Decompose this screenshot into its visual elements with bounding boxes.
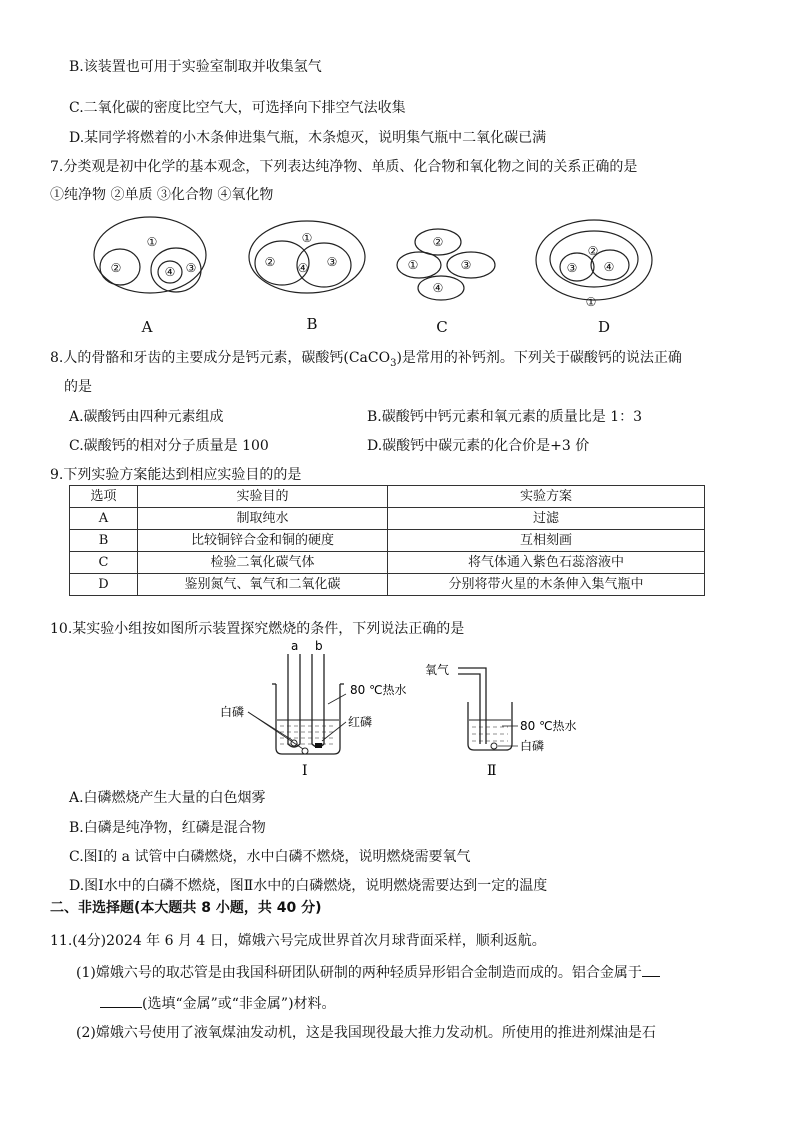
table-cell: 将气体通入紫色石蕊溶液中 <box>388 552 705 574</box>
q7-venn-diagrams <box>0 215 794 340</box>
q8-option-a: A.碳酸钙由四种元素组成 <box>69 409 224 425</box>
table-header: 实验目的 <box>138 486 388 508</box>
q10-option-a: A.白磷燃烧产生大量的白色烟雾 <box>69 790 266 806</box>
q10-option-b: B.白磷是纯净物，红磷是混合物 <box>69 820 266 836</box>
table-cell: A <box>70 508 138 530</box>
q6-option-b: B.该装置也可用于实验室制取并收集氢气 <box>69 59 322 75</box>
table-cell: 检验二氧化碳气体 <box>138 552 388 574</box>
q8-stem-line2: 的是 <box>64 379 92 395</box>
q11-stem: 11.(4分)2024 年 6 月 4 日，嫦娥六号完成世界首次月球背面采样，顺利返航。 <box>50 933 546 949</box>
venn-b-label-3: ③ <box>326 255 338 269</box>
venn-a-outer <box>94 217 206 293</box>
q10-apparatus-figure <box>210 640 590 780</box>
white-phosphorus-2 <box>491 743 497 749</box>
q8-option-b: B.碳酸钙中钙元素和氧元素的质量比是 1：3 <box>367 409 643 425</box>
venn-a-label-3: ③ <box>185 261 197 275</box>
label-b: b <box>315 640 323 653</box>
venn-d-label-2: ② <box>587 244 599 258</box>
q11-part2-line1: (2)嫦娥六号使用了液氧煤油发动机，这是我国现役最大推力发动机。所使用的推进剂煤油是石 <box>76 1025 656 1041</box>
label-hot-water-1: 80 ℃热水 <box>350 683 407 697</box>
answer-blank[interactable] <box>100 993 142 1008</box>
table-row <box>70 552 705 574</box>
label-white-phosphorus-1: 白磷 <box>220 705 245 719</box>
table-cell: B <box>70 530 138 552</box>
beaker-1 <box>276 684 340 754</box>
q10-stem: 10.某实验小组按如图所示装置探究燃烧的条件，下列说法正确的是 <box>50 621 465 637</box>
q11-part1-line2: (选填“金属”或“非金属”)材料。 <box>100 993 336 1013</box>
table-row <box>70 530 705 552</box>
label-figure-2: Ⅱ <box>487 763 497 779</box>
venn-d-label-1: ① <box>585 295 597 309</box>
section-2-title: 二、非选择题(本大题共 8 小题，共 40 分) <box>50 900 322 916</box>
venn-d-outer <box>536 220 652 300</box>
venn-a-label-4: ④ <box>164 265 176 279</box>
label-a: a <box>291 640 299 653</box>
q8-option-c: C.碳酸钙的相对分子质量是 100 <box>69 438 269 454</box>
venn-b-label-2: ② <box>264 255 276 269</box>
red-phosphorus <box>315 743 322 748</box>
q8-option-d: D.碳酸钙中碳元素的化合价是+3 价 <box>367 438 590 454</box>
q8-stem: 8.人的骨骼和牙齿的主要成分是钙元素，碳酸钙(CaCO$_3$)是常用的补钙剂。下列关于碳酸钙的说法正确 <box>50 350 682 369</box>
table-row <box>70 574 705 596</box>
label-oxygen: 氧气 <box>425 663 450 677</box>
q9-table <box>69 485 705 596</box>
table-cell: D <box>70 574 138 596</box>
venn-c-label-3: ③ <box>460 258 472 272</box>
table-cell: 鉴别氮气、氧气和二氧化碳 <box>138 574 388 596</box>
table-cell: C <box>70 552 138 574</box>
test-tube-b <box>312 654 324 747</box>
q10-option-d: D.图Ⅰ水中的白磷不燃烧，图Ⅱ水中的白磷燃烧，说明燃烧需要达到一定的温度 <box>69 878 548 894</box>
label-figure-1: Ⅰ <box>302 763 308 779</box>
q7-items: ①纯净物 ②单质 ③化合物 ④氧化物 <box>50 187 274 203</box>
venn-d-label-3: ③ <box>566 261 578 275</box>
venn-d-label-4: ④ <box>603 260 615 274</box>
table-header-row <box>70 486 705 508</box>
venn-a-label-2: ② <box>110 261 122 275</box>
oxygen-tube <box>458 668 486 744</box>
q10-option-c: C.图Ⅰ的 a 试管中白磷燃烧，水中白磷不燃烧，说明燃烧需要氧气 <box>69 849 471 865</box>
q9-stem: 9.下列实验方案能达到相应实验目的的是 <box>50 467 302 483</box>
venn-c-label-4: ④ <box>432 281 444 295</box>
venn-c-label-1: ① <box>407 258 419 272</box>
table-header: 选项 <box>70 486 138 508</box>
answer-blank[interactable] <box>642 962 660 977</box>
venn-option-d: D <box>597 318 611 336</box>
table-cell: 过滤 <box>388 508 705 530</box>
venn-c-label-2: ② <box>432 235 444 249</box>
venn-b-label-4: ④ <box>297 261 309 275</box>
q11-part1-line1: (1)嫦娥六号的取芯管是由我国科研团队研制的两种轻质异形铝合金制造而成的。铝合金属于 <box>76 962 660 982</box>
table-cell: 互相刻画 <box>388 530 705 552</box>
venn-c-left <box>397 252 441 278</box>
label-red-phosphorus: 红磷 <box>348 715 373 729</box>
table-cell: 制取纯水 <box>138 508 388 530</box>
table-header: 实验方案 <box>388 486 705 508</box>
q7-stem: 7.分类观是初中化学的基本观念，下列表达纯净物、单质、化合物和氧化物之间的关系正确的是 <box>50 159 638 175</box>
venn-a-label-1: ① <box>146 235 158 249</box>
test-tube-a <box>288 654 300 747</box>
venn-option-b: B <box>306 315 318 333</box>
table-cell: 比较铜锌合金和铜的硬度 <box>138 530 388 552</box>
venn-b-label-1: ① <box>301 231 313 245</box>
table-cell: 分别将带火星的木条伸入集气瓶中 <box>388 574 705 596</box>
label-hot-water-2: 80 ℃热水 <box>520 719 577 733</box>
label-white-phosphorus-2: 白磷 <box>520 739 545 753</box>
q6-option-c: C.二氧化碳的密度比空气大，可选择向下排空气法收集 <box>69 100 406 116</box>
q6-option-d: D.某同学将燃着的小木条伸进集气瓶，木条熄灭，说明集气瓶中二氧化碳已满 <box>69 130 547 146</box>
venn-option-a: A <box>141 318 153 336</box>
table-row <box>70 508 705 530</box>
venn-option-c: C <box>436 318 448 336</box>
